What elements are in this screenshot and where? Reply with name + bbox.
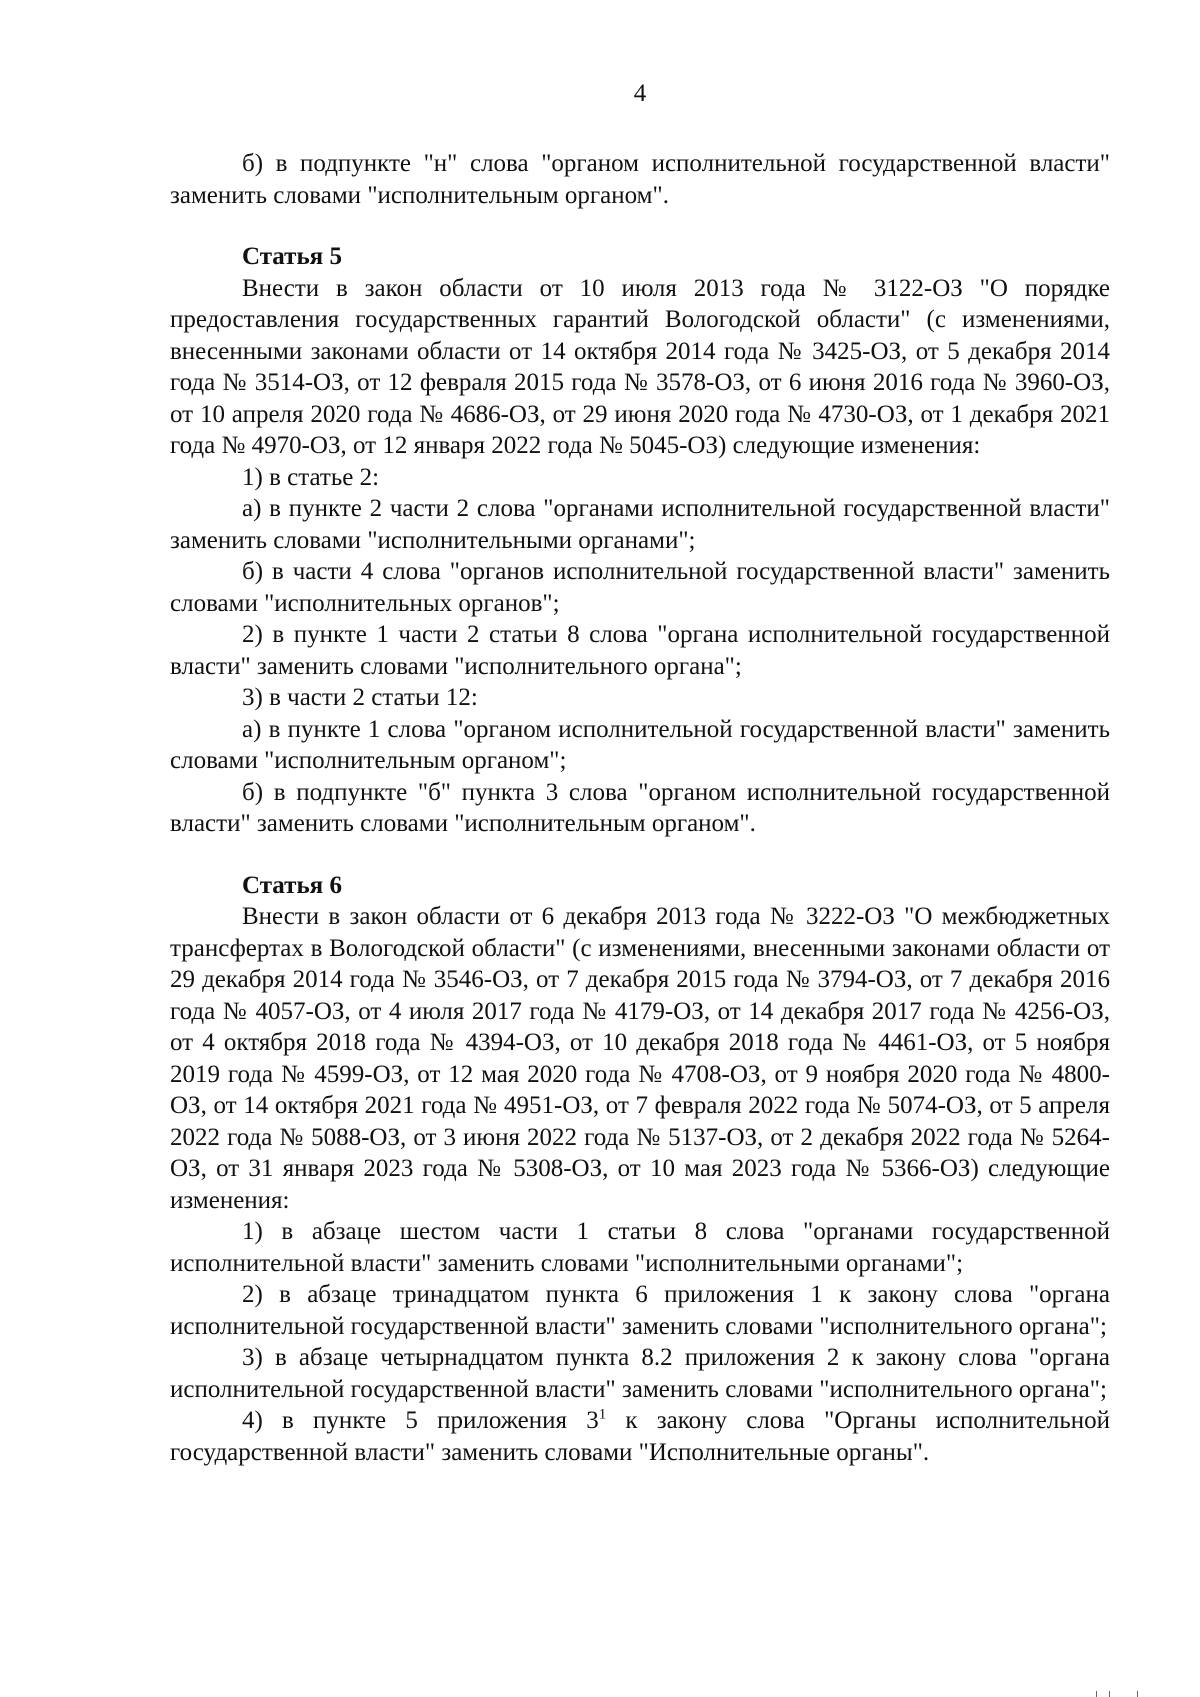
article-5-item-3a: а) в пункте 1 слова "органом исполнительной государственной власти" заменить словами "исполнительным органом"; (170, 715, 1110, 774)
article-5-item-1a: а) в пункте 2 части 2 слова "органами исполнительной государственной власти" заменить словами "исполнительными органами"; (170, 495, 1110, 554)
article-5-item-3: 3) в части 2 статьи 12: (242, 684, 478, 711)
paragraph-subitem-b: б) в подпункте "н" слова "органом исполнительной государственной власти" заменить словами "исполнительным органом". (170, 150, 1110, 209)
article-5-item-2: 2) в пункте 1 части 2 статьи 8 слова "органа исполнительной государственной власти" заменить словами "исполнительного органа"; (170, 621, 1110, 680)
document-body (170, 148, 1110, 1468)
article-6-item-1: 1) в абзаце шестом части 1 статьи 8 слова "органами государственной исполнительной власти" заменить словами "исполнительными органами"; (170, 1218, 1110, 1277)
article-6-item-2: 2) в абзаце тринадцатом пункта 6 приложения 1 к закону слова "органа исполнительной государственной власти" заменить словами "исполнительного органа"; (170, 1281, 1110, 1340)
scan-artifact (1096, 1691, 1138, 1697)
article-6-intro: Внести в закон области от 6 декабря 2013 года № 3222-ОЗ "О межбюджетных трансфертах в Вологодской области" (с изменениями, внесенными законами области от 29 декабря 2014 года № 3546-ОЗ, от 7 декабря 2015 года № 3794-ОЗ, от 7 декабря 2016 года № 4057-ОЗ, от 4 июля 2017 года № 4179-ОЗ, от 14 декабря 2017 года № 4256-ОЗ, от 4 октября 2018 года № 4394-ОЗ, от 10 декабря 2018 года № 4461-ОЗ, от 5 ноября 2019 года № 4599-ОЗ, от 12 мая 2020 года № 4708-ОЗ, от 9 ноября 2020 года № 4800-ОЗ, от 14 октября 2021 года № 4951-ОЗ, от 7 февраля 2022 года № 5074-ОЗ, от 5 апреля 2022 года № 5088-ОЗ, от 3 июня 2022 года № 5137-ОЗ, от 2 декабря 2022 года № 5264-ОЗ, от 31 января 2023 года № 5308-ОЗ, от 10 мая 2023 года № 5366-ОЗ) следующие изменения: (170, 903, 1110, 1214)
article-5-item-1b: б) в части 4 слова "органов исполнительной государственной власти" заменить словами "исполнительных органов"; (170, 558, 1110, 617)
article-6-item-3: 3) в абзаце четырнадцатом пункта 8.2 приложения 2 к закону слова "органа исполнительной государственной власти" заменить словами "исполнительного органа"; (170, 1344, 1110, 1403)
superscript-1: 1 (598, 1406, 607, 1423)
article-6-item-4 (170, 1405, 1110, 1468)
article-5-intro: Внести в закон области от 10 июля 2013 года № 3122-ОЗ "О порядке предоставления государственных гарантий Вологодской области" (с изменениями, внесенными законами области от 14 октября 2014 года № 3425-ОЗ, от 5 декабря 2014 года № 3514-ОЗ, от 12 февраля 2015 года № 3578-ОЗ, от 6 июня 2016 года № 3960-ОЗ, от 10 апреля 2020 года № 4686-ОЗ, от 29 июня 2020 года № 4730-ОЗ, от 1 декабря 2021 года № 4970-ОЗ, от 12 января 2022 года № 5045-ОЗ) следующие изменения: (170, 274, 1110, 459)
article-5-item-3b: б) в подпункте "б" пункта 3 слова "органом исполнительной государственной власти" заменить словами "исполнительным органом". (170, 778, 1110, 837)
article-5-title: Статья 5 (242, 243, 342, 270)
article-5-item-1: 1) в статье 2: (242, 463, 380, 491)
article-6-title: Статья 6 (242, 871, 342, 899)
page-number: 4 (633, 80, 647, 107)
article-6-item-4-before: 4) в пункте 5 приложения 3 (242, 1407, 599, 1434)
article-6-item-4-after: к закону слова "Органы исполнительной государственной власти" заменить словами "Исполнительные органы". (170, 1407, 1110, 1466)
